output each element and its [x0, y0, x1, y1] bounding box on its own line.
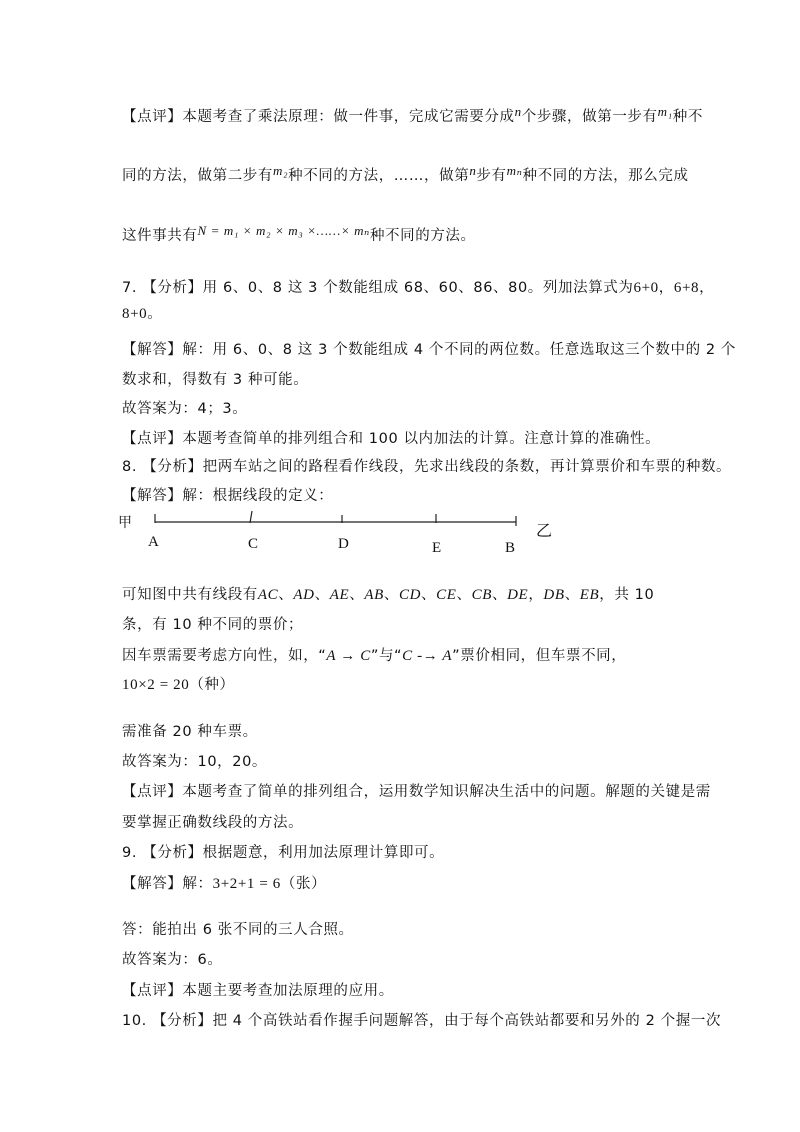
- text-run: 。: [147, 306, 163, 322]
- text-run: 【点评】本题考查了简单的排列组合，运用数学知识解决生活中的问题。解题的关键是需: [122, 784, 711, 800]
- math-expression: DE: [507, 587, 529, 603]
- text-run: ，: [699, 280, 715, 296]
- text-run: 、: [456, 587, 472, 603]
- line-segment-diagram: [118, 506, 558, 566]
- point-label-c: C: [248, 536, 259, 552]
- math-expression: n: [514, 104, 522, 119]
- math-expression: CE: [436, 587, 457, 603]
- text-run: ，: [658, 280, 674, 296]
- point-label-e: E: [432, 540, 442, 556]
- math-expression: AB: [364, 587, 384, 603]
- math-expression: CB: [471, 587, 492, 603]
- text-line: [122, 486, 702, 506]
- text-line: [122, 782, 711, 802]
- math-expression: AD: [293, 587, 315, 603]
- text-run: 9. 【分析】根据题意，利用加法原理计算即可。: [122, 845, 445, 861]
- text-line: [122, 457, 732, 477]
- text-run: ，: [528, 587, 544, 603]
- text-line: [122, 920, 702, 940]
- point-label-d: D: [338, 536, 349, 552]
- text-line: [122, 429, 702, 449]
- text-run: 种不: [672, 109, 703, 125]
- math-expression: 8+0: [122, 306, 148, 322]
- text-run: 、: [492, 587, 508, 603]
- text-run: 、: [349, 587, 365, 603]
- text-run: 【解答】解：用 6、0、8 这 3 个数能组成 4 个不同的两位数。任意选取这三个数中的 2 个: [122, 342, 737, 358]
- text-run: 、: [564, 587, 580, 603]
- text-run: ，共 10: [599, 587, 655, 603]
- text-run: 、: [314, 587, 330, 603]
- text-run: 故答案为：6。: [122, 952, 223, 968]
- math-expression: m₁: [657, 104, 673, 119]
- text-line: [122, 304, 702, 324]
- text-line: [122, 843, 702, 863]
- text-run: 【点评】本题考查简单的排列组合和 100 以内加法的计算。注意计算的准确性。: [122, 431, 661, 447]
- math-expression: 10×2 = 20: [122, 677, 190, 693]
- text-run: 【点评】本题考查了乘法原理：做一件事，完成它需要分成: [122, 109, 515, 125]
- point-label-b: B: [505, 540, 516, 556]
- math-expression: n: [469, 163, 477, 178]
- text-run: （张）: [280, 876, 327, 892]
- math-expression: EB: [579, 587, 600, 603]
- text-run: 因车票需要考虑方向性，如，“: [122, 648, 327, 664]
- text-run: 要掌握正确数线段的方法。: [122, 815, 304, 831]
- text-run: ”与“: [370, 648, 403, 664]
- text-line: [122, 981, 702, 1001]
- text-line: [122, 1011, 722, 1031]
- text-line: [122, 813, 702, 833]
- end-label: 乙: [536, 521, 553, 540]
- text-line: [122, 646, 702, 666]
- text-run: 可知图中共有线段有: [122, 587, 258, 603]
- math-expression: N = m₁ × m₂ × m₃ ×……× mₙ: [197, 223, 370, 238]
- math-expression: CD: [398, 587, 422, 603]
- math-expression: AC: [257, 587, 279, 603]
- math-expression: 6+8: [673, 280, 700, 296]
- text-run: 同的方法，做第二步有: [122, 168, 273, 184]
- text-line: [122, 675, 702, 695]
- math-expression: m₂: [273, 163, 289, 178]
- text-run: 种不同的方法，……，做第: [288, 168, 470, 184]
- tick-c: [250, 511, 252, 523]
- text-line: [122, 752, 702, 772]
- text-line: [122, 223, 702, 246]
- text-line: [122, 340, 737, 360]
- text-run: 【解答】解：根据线段的定义：: [122, 488, 334, 504]
- text-line: [122, 874, 702, 894]
- text-line: [122, 722, 702, 742]
- text-run: 故答案为：10，20。: [122, 754, 268, 770]
- math-expression: 3+2+1 = 6: [212, 876, 281, 892]
- text-run: 10. 【分析】把 4 个高铁站看作握手问题解答，由于每个高铁站都要和另外的 2 个握一次: [122, 1013, 722, 1029]
- text-run: 【点评】本题主要考查加法原理的应用。: [122, 983, 394, 999]
- text-line: [122, 278, 715, 298]
- math-expression: A → C: [326, 648, 371, 664]
- math-expression: AE: [329, 587, 350, 603]
- text-run: 需准备 20 种车票。: [122, 724, 258, 740]
- text-run: 答：能拍出 6 张不同的三人合照。: [122, 922, 354, 938]
- text-run: 数求和，得数有 3 种可能。: [122, 372, 309, 388]
- text-line: [122, 399, 702, 419]
- text-run: 、: [421, 587, 437, 603]
- text-run: ”票价相同，但车票不同，: [452, 648, 627, 664]
- text-line: [122, 104, 703, 127]
- text-run: 步有: [476, 168, 507, 184]
- math-expression: DB: [543, 587, 565, 603]
- text-run: 8. 【分析】把两车站之间的路程看作线段，先求出线段的条数，再计算票价和车票的种数。: [122, 459, 732, 475]
- text-run: 这件事共有: [122, 228, 198, 244]
- text-line: [122, 585, 702, 605]
- text-line: [122, 163, 702, 186]
- text-run: 个步骤，做第一步有: [521, 109, 658, 125]
- text-line: [122, 370, 702, 390]
- text-run: （种）: [189, 677, 235, 693]
- text-run: 故答案为：4；3。: [122, 401, 248, 417]
- math-expression: 6+0: [633, 280, 659, 296]
- text-line: [122, 615, 702, 635]
- math-expression: C -→ A: [402, 648, 453, 664]
- point-label-a: A: [148, 534, 159, 550]
- text-run: 种不同的方法，那么完成: [522, 168, 689, 184]
- start-label: 甲: [118, 515, 132, 531]
- text-run: 、: [278, 587, 294, 603]
- math-expression: mₙ: [506, 163, 523, 178]
- text-run: 7. 【分析】用 6、0、8 这 3 个数能组成 68、60、86、80。列加法算式为: [122, 280, 634, 296]
- text-run: 条，有 10 种不同的票价；: [122, 617, 304, 633]
- text-line: [122, 950, 702, 970]
- text-run: 种不同的方法。: [369, 228, 476, 244]
- text-run: 【解答】解：: [122, 876, 213, 892]
- text-run: 、: [383, 587, 399, 603]
